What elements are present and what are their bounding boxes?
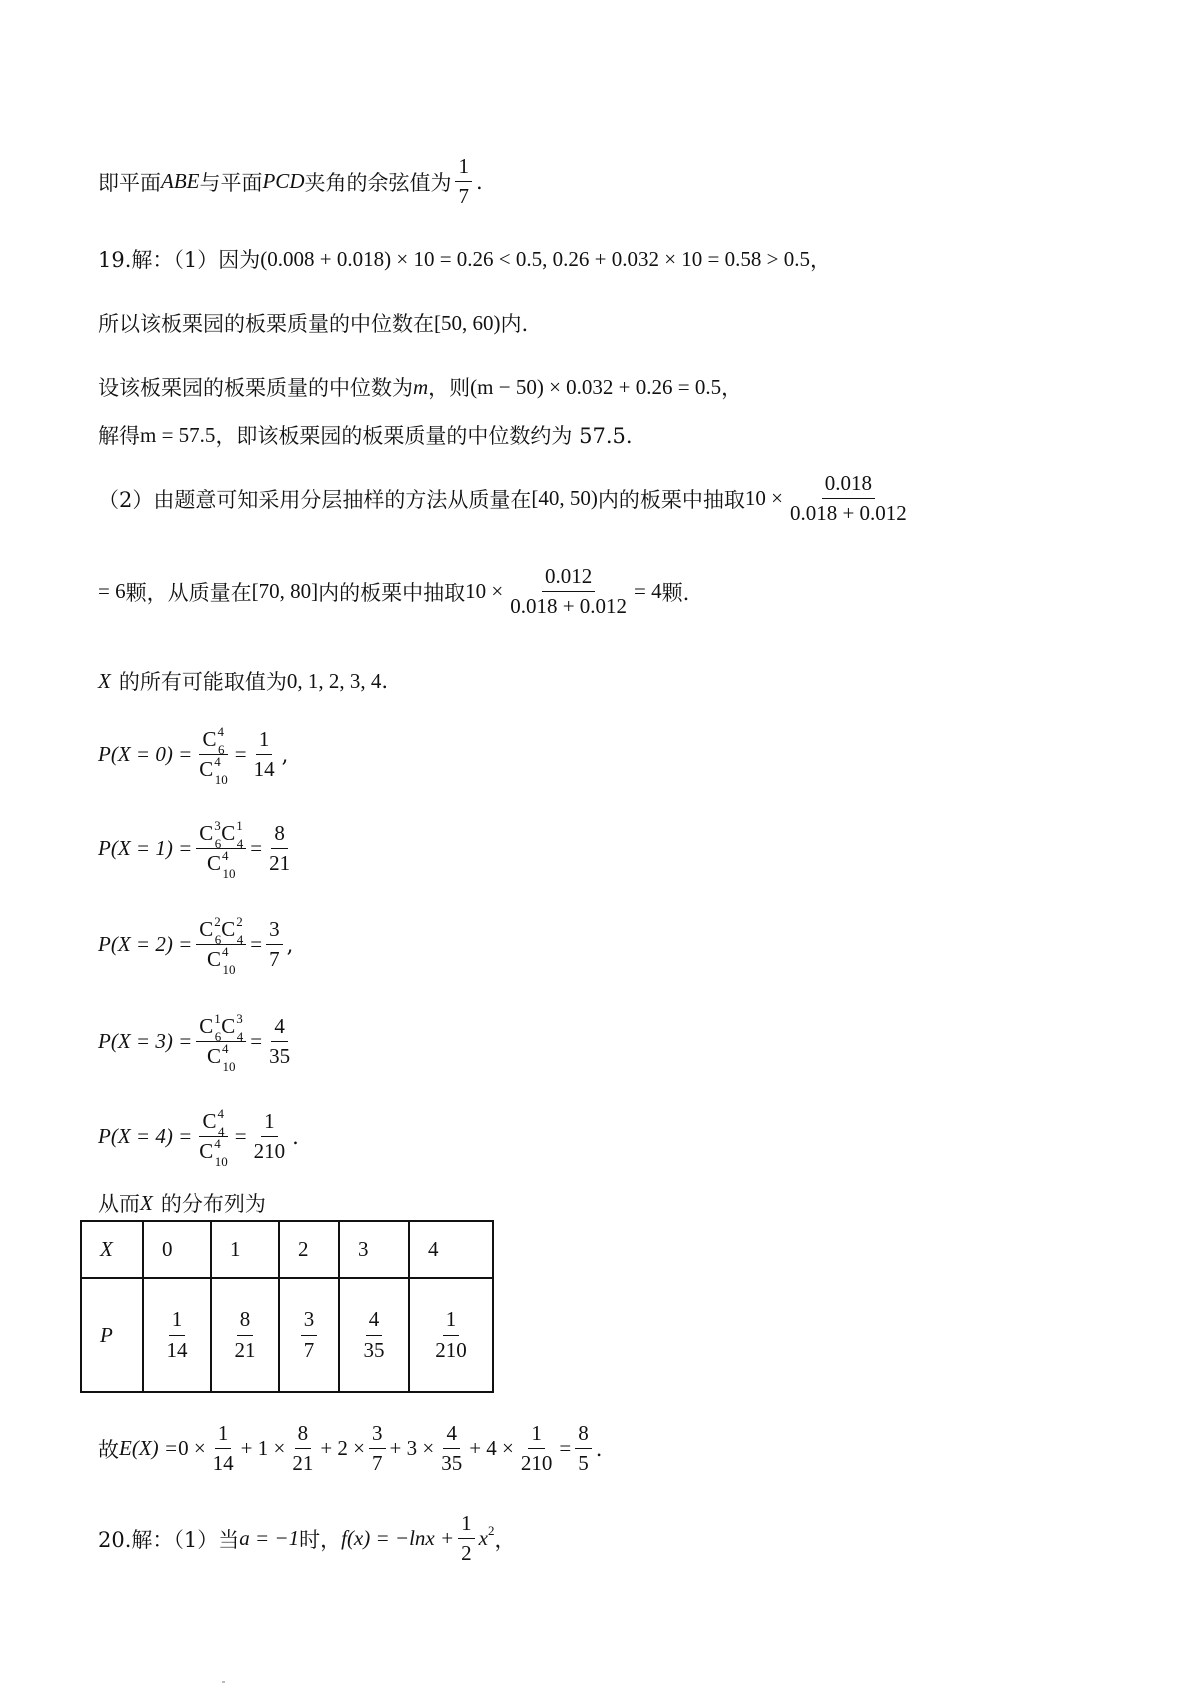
denominator: 0.018 + 0.012 <box>789 501 907 526</box>
math-expression: (0.008 + 0.018) × 10 = 0.26 < 0.5, 0.26 + 0.032 × 10 = 0.58 > 0.5 <box>260 246 810 271</box>
text: 夹角的余弦值为 <box>304 170 452 195</box>
text: 的分布列为 <box>160 1192 266 1216</box>
numerator: $C^3_6C^1_4$ <box>196 822 246 849</box>
text: . <box>595 1436 603 1461</box>
probability-line <box>98 914 294 978</box>
text: 即平面 <box>98 170 161 195</box>
function-expression: f(x) = −lnx + <box>341 1526 455 1551</box>
math-expression: (m − 50) × 0.032 + 0.26 = 0.5 <box>470 374 722 399</box>
coefficient: + 2 × <box>320 1436 366 1461</box>
numerator: 8 <box>271 822 288 849</box>
part2-line2 <box>98 565 689 618</box>
combination-fraction <box>196 724 231 788</box>
denominator: 21 <box>269 851 291 876</box>
denominator: 7 <box>458 184 469 209</box>
denominator: $C^4_{10}$ <box>206 944 236 978</box>
denominator: 35 <box>269 1044 291 1069</box>
denominator: 210 <box>253 1139 286 1164</box>
table-row-probs <box>81 1278 493 1392</box>
probability-line <box>98 818 297 882</box>
probability-lhs: P(X = 4) = <box>98 1124 193 1149</box>
median-interval-line <box>98 308 528 338</box>
expectation-term <box>241 1422 321 1475</box>
combination-fraction <box>196 818 246 882</box>
denominator: 5 <box>578 1451 589 1476</box>
numerator: $C^4_6$ <box>199 728 227 755</box>
math-expression: = 6 <box>98 579 126 604</box>
table-header-x: X <box>81 1221 143 1278</box>
equals-sign: = <box>234 742 247 767</box>
table-cell-value: 0 <box>143 1221 211 1278</box>
numerator: 0.012 <box>542 565 595 592</box>
q20-part1: 20.解：（1）当 a = −1 时， f(x) = −lnx + $\frac{1}{2}$ x $^2$ ， <box>98 1511 516 1566</box>
distribution-table <box>80 1220 494 1393</box>
variable-x: X <box>98 668 111 693</box>
text: , <box>281 742 289 767</box>
fraction <box>266 822 293 875</box>
probability-lhs: P(X = 2) = <box>98 932 193 957</box>
equals-sign: = <box>234 1124 247 1149</box>
denominator: 35 <box>363 1337 385 1362</box>
denominator: $C^4_{10}$ <box>199 754 228 788</box>
table-cell-prob <box>211 1278 279 1392</box>
equals-sign: = <box>250 932 263 957</box>
math-expression: = 4 <box>634 579 662 604</box>
fraction <box>289 1422 316 1475</box>
text: 内的板栗中抽取 <box>318 580 466 605</box>
fraction <box>455 155 472 208</box>
text: , <box>286 932 294 957</box>
text: 从而 <box>98 1192 140 1216</box>
question-label: 19.解：（1）因为 <box>98 248 261 272</box>
expectation-term <box>178 1422 241 1475</box>
text: . <box>381 669 389 693</box>
fraction <box>266 918 283 971</box>
numerator: 1 <box>443 1308 460 1335</box>
fraction <box>518 1422 556 1475</box>
probability-lhs: P(X = 0) = <box>98 742 193 767</box>
probability-line <box>98 1011 297 1075</box>
fraction <box>438 1422 465 1475</box>
numerator: 4 <box>366 1308 383 1335</box>
table-cell-prob <box>339 1278 409 1392</box>
table-header-p: P <box>81 1278 143 1392</box>
numerator: $C^2_6C^2_4$ <box>196 918 246 945</box>
denominator: 7 <box>372 1451 383 1476</box>
solve-median-line <box>98 420 633 450</box>
text: ，则 <box>428 376 471 400</box>
expectation-terms <box>178 1422 559 1475</box>
numerator: 1 <box>455 155 472 182</box>
x-values-line <box>98 666 388 696</box>
numerator: 8 <box>237 1308 254 1335</box>
text: （2）由题意可知采用分层抽样的方法从质量在 <box>98 487 532 512</box>
combination-fraction <box>196 1011 246 1075</box>
numerator: 0.018 <box>822 472 875 499</box>
table-cell-value: 3 <box>339 1221 409 1278</box>
equals-sign: = <box>559 1436 572 1461</box>
fraction <box>266 1015 293 1068</box>
math-expression: 10 × <box>744 486 783 511</box>
numerator: 1 <box>528 1422 545 1449</box>
question-label: 20.解：（1）当 <box>98 1527 240 1552</box>
text: 解得 <box>98 424 140 448</box>
probability-lhs: P(X = 3) = <box>98 1029 193 1054</box>
text: 设该板栗园的板栗质量的中位数为 <box>98 376 413 400</box>
plane-abe: ABE <box>161 169 200 194</box>
probability-line <box>98 724 289 788</box>
plane-pcd: PCD <box>262 169 305 194</box>
probability-lhs: P(X = 1) = <box>98 836 193 861</box>
numerator: 8 <box>295 1422 312 1449</box>
text: . <box>475 169 483 194</box>
table-cell-value: 1 <box>211 1221 279 1278</box>
denominator: 21 <box>292 1451 314 1476</box>
q19-part1 <box>98 244 831 274</box>
table-cell-prob <box>409 1278 493 1392</box>
numerator: 1 <box>458 1512 475 1539</box>
text: 时， <box>299 1527 342 1552</box>
coefficient: + 4 × <box>469 1436 514 1461</box>
fraction <box>458 1512 475 1565</box>
equals-sign: = <box>250 1029 263 1054</box>
variable-x: x <box>478 1526 488 1551</box>
part2-line1 <box>98 472 914 525</box>
denominator: 14 <box>166 1337 188 1362</box>
text: ， <box>721 376 743 400</box>
numerator: 1 <box>256 728 273 755</box>
value-list: 0, 1, 2, 3, 4 <box>286 668 382 693</box>
numerator: 3 <box>266 918 283 945</box>
text: 颗. <box>661 580 690 605</box>
fraction <box>787 472 910 525</box>
numerator: 4 <box>271 1015 288 1042</box>
line-cosine-result <box>98 155 483 208</box>
coefficient: 0 × <box>178 1436 206 1461</box>
distribution-intro <box>98 1188 266 1218</box>
denominator: $C^4_{10}$ <box>206 1041 236 1075</box>
numerator: $C^4_4$ <box>199 1110 227 1137</box>
denominator: 210 <box>520 1451 553 1476</box>
text: 内的板栗中抽取 <box>597 487 745 512</box>
numerator: 8 <box>575 1422 592 1449</box>
denominator: $C^4_{10}$ <box>206 848 236 882</box>
text: . <box>292 1124 299 1149</box>
numerator: 1 <box>215 1422 232 1449</box>
fraction <box>251 1110 289 1163</box>
denominator: 7 <box>303 1337 315 1362</box>
equals-sign: = <box>250 836 263 861</box>
denominator: 7 <box>269 947 280 972</box>
text: 与平面 <box>199 170 263 195</box>
interval: [50, 60) <box>434 310 501 335</box>
text: ， <box>494 1527 516 1552</box>
denominator: 14 <box>212 1451 234 1476</box>
numerator: 1 <box>261 1110 278 1137</box>
math-expression: m = 57.5 <box>140 422 216 447</box>
probability-line <box>98 1106 299 1170</box>
math-expression: a = −1 <box>239 1526 300 1551</box>
text: 故 <box>98 1437 119 1462</box>
numerator: $C^1_6C^3_4$ <box>196 1015 246 1042</box>
table-cell-value: 2 <box>279 1221 339 1278</box>
text: ，即该板栗园的板栗质量的中位数约为 57.5. <box>215 424 633 448</box>
table-row-values <box>81 1221 493 1278</box>
expectation-line <box>98 1422 602 1475</box>
text: 的所有可能取值为 <box>118 670 287 694</box>
interval: [70, 80] <box>251 579 319 604</box>
numerator: 1 <box>169 1308 186 1335</box>
math-expression: 10 × <box>465 579 504 604</box>
denominator: 35 <box>441 1451 463 1476</box>
variable-x: X <box>140 1190 153 1215</box>
variable-m: m <box>413 374 429 399</box>
fraction <box>507 565 630 618</box>
interval: [40, 50) <box>531 486 598 511</box>
combination-fraction <box>196 1106 231 1170</box>
numerator: 4 <box>443 1422 460 1449</box>
coefficient: + 3 × <box>389 1436 435 1461</box>
denominator: 2 <box>461 1541 472 1566</box>
numerator: 3 <box>369 1422 386 1449</box>
text: 所以该板栗园的板栗质量的中位数在 <box>98 312 434 336</box>
expectation-term <box>320 1422 389 1475</box>
page-mark <box>222 1681 225 1683</box>
coefficient: + 1 × <box>240 1436 286 1461</box>
fraction <box>251 728 278 781</box>
set-median-line <box>98 372 742 402</box>
denominator: 210 <box>435 1337 467 1362</box>
fraction <box>369 1422 386 1475</box>
table-cell-prob <box>143 1278 211 1392</box>
denominator: $C^4_{10}$ <box>199 1136 228 1170</box>
expectation-lhs: E(X) = <box>119 1436 179 1461</box>
numerator: 3 <box>301 1308 318 1335</box>
table-cell-value: 4 <box>409 1221 493 1278</box>
table-cell-prob <box>279 1278 339 1392</box>
combination-fraction <box>196 914 246 978</box>
denominator: 14 <box>253 757 275 782</box>
denominator: 21 <box>234 1337 256 1362</box>
denominator: 0.018 + 0.012 <box>510 594 628 619</box>
expectation-term <box>469 1422 559 1475</box>
fraction <box>575 1422 592 1475</box>
text: 颗，从质量在 <box>125 580 252 605</box>
text: 内. <box>500 312 529 336</box>
expectation-term <box>390 1422 470 1475</box>
fraction <box>210 1422 237 1475</box>
text: ， <box>810 248 831 272</box>
